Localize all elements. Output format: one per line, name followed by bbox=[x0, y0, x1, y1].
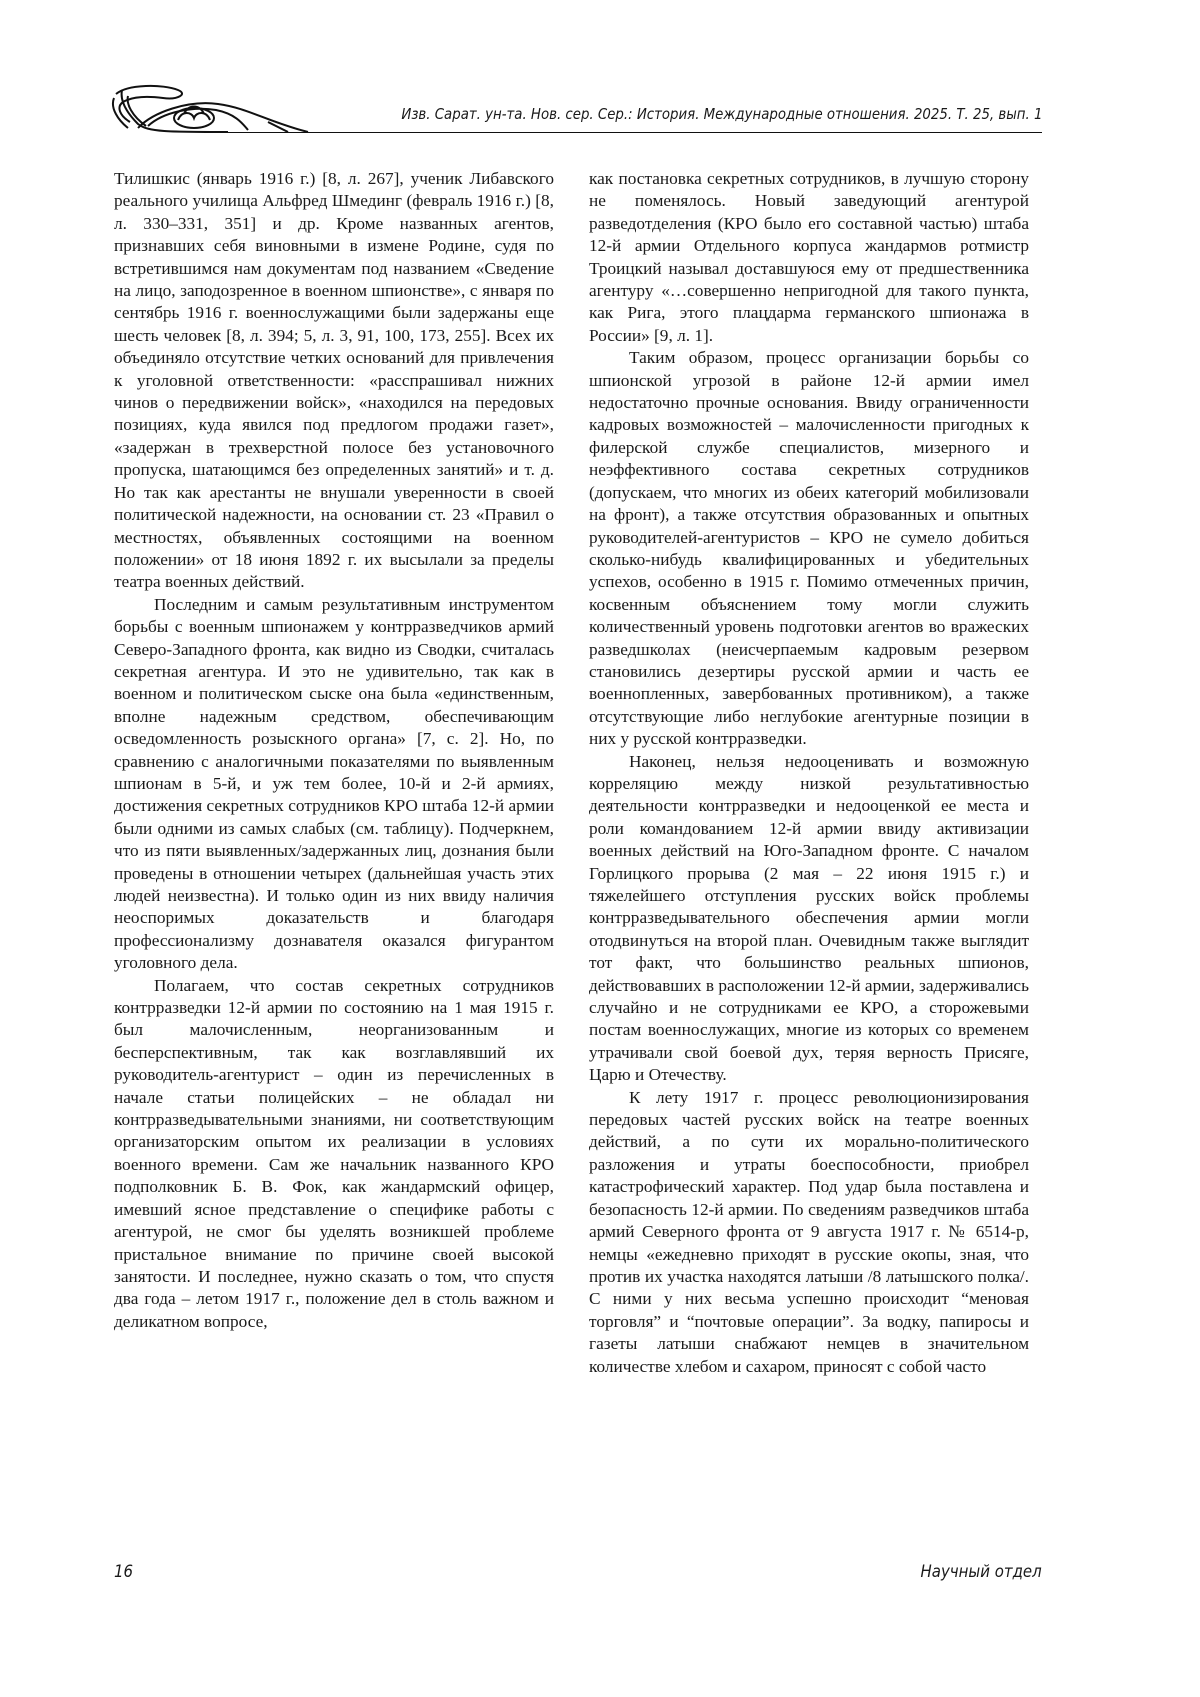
header-rule bbox=[228, 132, 1042, 133]
running-head: Изв. Сарат. ун-та. Нов. сер. Сер.: История. Международные отношения. 2025. Т. 25, вып. 1 bbox=[400, 105, 1042, 123]
page-header bbox=[108, 82, 1042, 134]
left-column bbox=[114, 168, 554, 1333]
paragraph: как постановка секретных сотрудников, в лучшую сторону не поменялось. Новый заведующий агентурой разведотделения (КРО было его составной частью) штаба 12-й армии Отдельного корпуса жандармов ротмистр Троицкий называл доставшуюся ему от предшественника агентуру «…совершенно непригодной для такого пункта, как Рига, этого плацдарма германского шпионажа в России» [9, л. 1]. bbox=[589, 169, 1029, 345]
paragraph: Тилишкис (январь 1916 г.) [8, л. 267], ученик Либавского реального училища Альфред Шмединг (февраль 1916 г.) [8, л. 330–331, 351] и др. Кроме названных агентов, признавших себя виновными в измене Родине, судя по встретившимся нам документам под названием «Сведение на лицо, заподозренное в военном шпионстве», с января по сентябрь 1916 г. военнослужащими были задержаны еще шесть человек [8, л. 394; 5, л. 3, 91, 100, 173, 255]. Всех их объединяло отсутствие четких оснований для привлечения к уголовной ответственности: «расспрашивал нижних чинов о передвижении войск», «находился на передовых позициях, куда явился под предлогом продажи газет», «задержан в трехверстной полосе без установочного пропуска, шатающимся без определенных занятий» и т. д. Но так как арестанты не внушали уверенности в своей политической надежности, на основании ст. 23 «Правил о местностях, объявленных состоящими на военном положении» от 18 июня 1892 г. их высылали за пределы театра военных действий. bbox=[114, 169, 554, 592]
art-nouveau-ornament-icon bbox=[108, 82, 338, 134]
section-label: Научный отдел bbox=[920, 1562, 1042, 1582]
page-number: 16 bbox=[114, 1562, 134, 1582]
paragraph: Таким образом, процесс организации борьбы со шпионской угрозой в районе 12-й армии имел недостаточно прочные основания. Ввиду ограниченности кадровых возможностей – малочисленности пригодных к филерской службе специалистов, мизерного и неэффективного состава секретных сотрудников (допускаем, что многих из обеих категорий мобилизовали на фронт), а также отсутствия образованных и опытных руководителей-агентуристов – КРО не сумело добиться сколько-нибудь квалифицированных и убедительных успехов, особенно в 1915 г. Помимо отмеченных причин, косвенным объяснением тому могли служить количественный уровень подготовки агентов во вражеских разведшколах (неисчерпаемым кадровым резервом становились дезертиры русской армии и часть ее военнопленных, завербованных противником), а также отсутствующие либо неглубокие агентурные позиции в них у русской контрразведки. bbox=[589, 348, 1029, 749]
right-column bbox=[589, 168, 1029, 1378]
paragraph: Наконец, нельзя недооценивать и возможную корреляцию между низкой результативностью деятельности контрразведки и недооценкой ее места и роли командованием 12-й армии ввиду активизации военных действий на Юго-Западном фронте. С началом Горлицкого прорыва (2 мая – 22 июня 1915 г.) и тяжелейшего отступления русских войск проблемы контрразведывательного обеспечения армии могли отодвинуться на второй план. Очевидным также выглядит тот факт, что большинство реальных шпионов, действовавших в расположении 12-й армии, задерживались случайно и не сотрудниками ее КРО, а сторожевыми постам военнослужащих, многие из которых со временем утрачивали свой боевой дух, теряя верность Присяге, Царю и Отечеству. bbox=[589, 751, 1029, 1085]
paragraph: Полагаем, что состав секретных сотрудников контрразведки 12-й армии по состоянию на 1 мая 1915 г. был малочисленным, неорганизованным и бесперспективным, так как возглавлявший их руководитель-агентурист – один из перечисленных в начале статьи полицейских – не обладал ни контрразведывательными знаниями, ни соответствующим организаторским опытом их реализации в условиях военного времени. Сам же начальник названного КРО подполковник Б. В. Фок, как жандармский офицер, имевший ясное представление о специфике работы с агентурой, не смог бы уделять возникшей проблеме пристальное внимание по причине своей высокой занятости. И последнее, нужно сказать о том, что спустя два года – летом 1917 г., положение дел в столь важном и деликатном вопросе, bbox=[114, 975, 554, 1331]
paragraph: Последним и самым результативным инструментом борьбы с военным шпионажем у контрразведчиков армий Северо-Западного фронта, как видно из Сводки, считалась секретная агентура. И это не удивительно, так как в военном и политическом сыске она была «единственным, вполне надежным средством, обеспечивающим осведомленность розыскного органа» [7, с. 2]. Но, по сравнению с аналогичными показателями по выявленным шпионам в 5-й, и уж тем более, 10-й и 2-й армиях, достижения секретных сотрудников КРО штаба 12-й армии были одними из самых слабых (см. таблицу). Подчеркнем, что из пяти выявленных/задержанных лиц, дознания были проведены в отношении четырех (дальнейшая участь этих людей неизвестна). И только один из них ввиду наличия неоспоримых доказательств и благодаря профессионализму дознавателя оказался фигурантом уголовного дела. bbox=[114, 594, 554, 973]
paragraph: К лету 1917 г. процесс революционизирования передовых частей русских войск на театре военных действий, а по сути их морально-политического разложения и утраты боеспособности, приобрел катастрофический характер. Под удар была поставлена и безопасность 12-й армии. По сведениям разведчиков штаба армий Северного фронта от 9 августа 1917 г. № 6514-р, немцы «ежедневно приходят в русские окопы, зная, что против их участка находятся латыши /8 латышского полка/. С ними у них весьма успешно происходит “меновая торговля” и “почтовые операции”. За водку, папиросы и газеты латыши снабжают немцев в значительном количестве хлебом и сахаром, приносят с собой часто bbox=[589, 1087, 1029, 1376]
